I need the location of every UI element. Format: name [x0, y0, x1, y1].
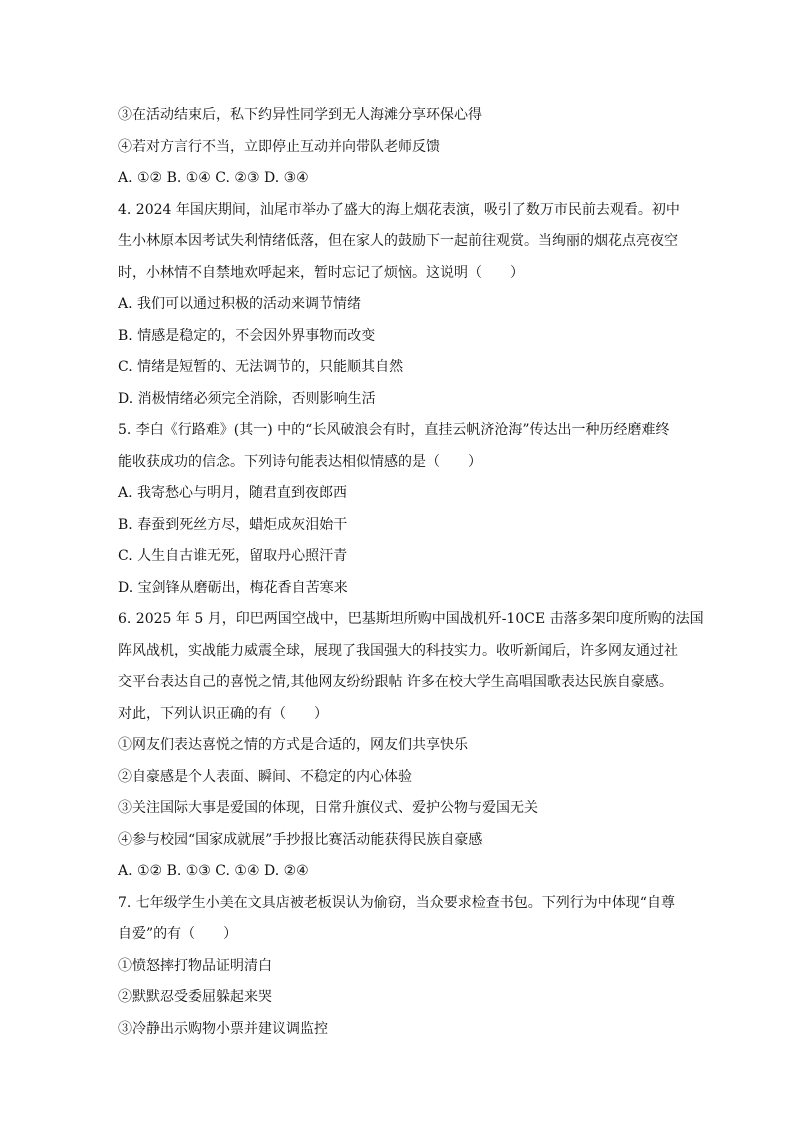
option-line: ④若对方言行不当，立即停止互动并向带队老师反馈 — [118, 138, 440, 155]
question-6-stem: 阵风战机，实战能力威震全球，展现了我国强大的科技实力。收听新闻后，许多网友通过社 — [118, 642, 678, 659]
answer-choices: A. ①② B. ①③ C. ①④ D. ②④ — [118, 863, 309, 879]
answer-choices: A. ①② B. ①④ C. ②③ D. ③④ — [118, 170, 309, 186]
question-6-stem: 对此，下列认识正确的有（ ） — [118, 705, 328, 722]
question-5-option-c: C. 人生自古谁无死，留取丹心照汗青 — [118, 548, 348, 564]
question-4-option-c: C. 情绪是短暂的、无法调节的，只能顺其自然 — [118, 359, 404, 375]
question-7-stem: 7. 七年级学生小美在文具店被老板误认为偷窃，当众要求检查书包。下列行为中体现“自尊 — [118, 894, 675, 911]
question-6-stem: 6. 2025 年 5 月，印巴两国空战中，巴基斯坦所购中国战机歼-10CE 击落多架印度所购的法国 — [118, 611, 704, 627]
question-5-option-b: B. 春蚕到死丝方尽，蜡炬成灰泪始干 — [118, 516, 348, 533]
question-7-item: ②默默忍受委屈躲起来哭 — [118, 989, 272, 1005]
question-4-stem: 时，小林情不自禁地欢呼起来，暂时忘记了烦恼。这说明（ ） — [118, 264, 524, 281]
question-5-option-a: A. 我寄愁心与明月，随君直到夜郎西 — [118, 485, 348, 501]
question-6-item: ④参与校园“国家成就展”手抄报比赛活动能获得民族自豪感 — [118, 831, 483, 848]
question-7-stem: 自爱”的有（ ） — [118, 926, 238, 942]
question-4-option-d: D. 消极情绪必须完全消除，否则影响生活 — [118, 390, 376, 407]
question-5-stem: 能收获成功的信念。下列诗句能表达相似情感的是（ ） — [118, 453, 482, 470]
question-6-stem: 交平台表达自己的喜悦之情,其他网友纷纷跟帖 许多在校大学生高唱国歌表达民族自豪感。 — [118, 674, 673, 690]
question-4-stem: 生小林原本因考试失利情绪低落，但在家人的鼓励下一起前往观赏。当绚丽的烟花点亮夜空 — [118, 233, 678, 249]
option-line: ③在活动结束后，私下约异性同学到无人海滩分享环保心得 — [118, 107, 482, 123]
question-5-stem: 5. 李白《行路难》(其一) 中的“长风破浪会有时，直挂云帆济沧海”传达出一种历经磨难终 — [118, 422, 670, 438]
question-4-option-a: A. 我们可以通过积极的活动来调节情绪 — [118, 296, 362, 312]
question-text — [118, 100, 704, 1045]
question-4-option-b: B. 情感是稳定的，不会因外界事物而改变 — [118, 327, 376, 344]
question-7-item: ①愤怒摔打物品证明清白 — [118, 957, 272, 974]
question-7-item: ③冷静出示购物小票并建议调监控 — [118, 1020, 328, 1037]
question-5-option-d: D. 宝剑锋从磨砺出，梅花香自苦寒来 — [118, 579, 348, 596]
question-4-stem: 4. 2024 年国庆期间，汕尾市举办了盛大的海上烟花表演，吸引了数万市民前去观看。初中 — [118, 201, 680, 218]
question-6-item: ③关注国际大事是爱国的体现，日常升旗仪式、爱护公物与爱国无关 — [118, 800, 538, 816]
question-6-item: ②自豪感是个人表面、瞬间、不稳定的内心体验 — [118, 768, 412, 785]
question-6-item: ①网友们表达喜悦之情的方式是合适的，网友们共享快乐 — [118, 737, 468, 753]
